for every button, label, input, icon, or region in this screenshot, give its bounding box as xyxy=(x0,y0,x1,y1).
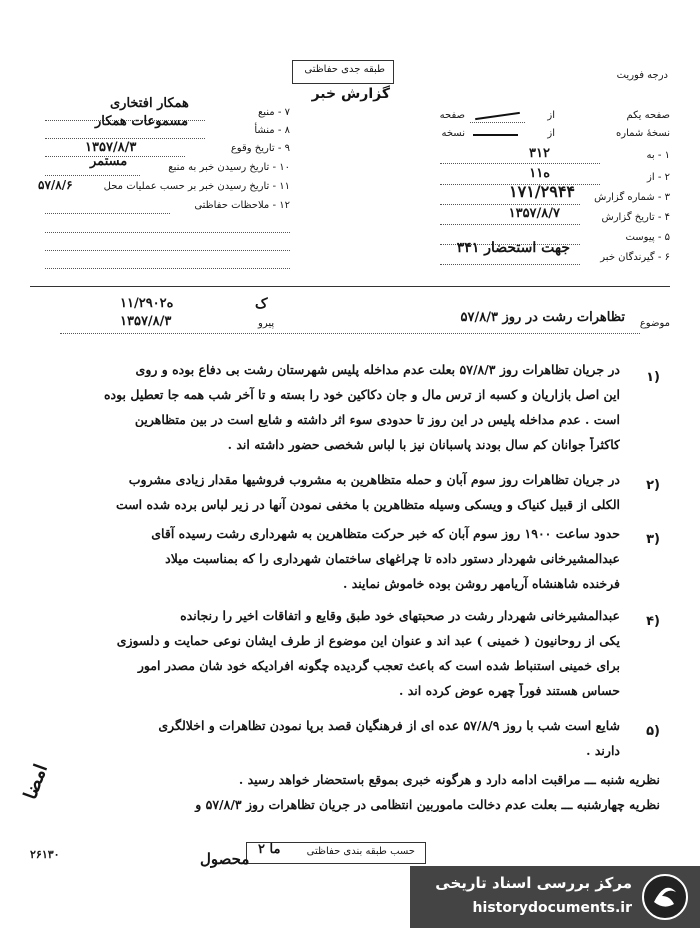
copy-number-label: نسخهٔ شماره xyxy=(616,128,670,139)
field-8-line xyxy=(45,138,205,139)
signature: امضا xyxy=(20,761,52,803)
report-number-line xyxy=(440,204,580,205)
para-3-line-2: عبدالمشیرخانی شهردار دستور داده تا چراغهای ساختمان شهرداری را که بمناسبت میلاد xyxy=(165,551,620,566)
ref-date: ۱۳۵۷/۸/۳ xyxy=(120,314,172,329)
field-10: ۱۰ - تاریخ رسیدن خبر به منبع xyxy=(168,162,290,173)
page-count-line xyxy=(470,122,525,123)
ref-number: ۱ه۱/۲۹۰۲ xyxy=(120,296,174,311)
archive-logo-banner xyxy=(410,866,700,928)
copy-count-mark xyxy=(473,134,518,136)
para-5-line-2: دارند . xyxy=(586,743,620,758)
field-to-line xyxy=(440,163,600,164)
page-one-label: صفحه یکم xyxy=(626,110,670,121)
report-number-value: ۱۷۱/۲۹۴۴ xyxy=(509,182,575,201)
para-4-line-3: برای خمینی استنباط شده است که باعث تعجب گردیده چگونه افرادیکه خود شان مصدر امور xyxy=(137,658,620,673)
report-title: گزارش خبر xyxy=(311,86,390,102)
recipients-line xyxy=(440,264,580,265)
para-2-line-2: الکلی از قبیل کنیاک و ویسکی وسیله متظاهرین با مخفی نمودن آنها در زیر لباس برده شده است xyxy=(115,497,620,512)
para-1-line-1: در جریان تظاهرات روز ۵۷/۸/۳ بعلت عدم مداخله پلیس شهرستان رشت بی دفاع بوده و روی xyxy=(135,362,620,377)
para-4-line-4: حساس هستند فوراً چهره عوض کرده اند . xyxy=(399,683,620,698)
field-8: ۸ - منشأ xyxy=(254,125,290,136)
report-number-label: ۳ - شماره گزارش xyxy=(594,192,670,203)
para-4-number: ۴) xyxy=(646,614,660,629)
margin-code: ۲۶۱۳۰ xyxy=(30,848,60,861)
para-3-line-1: حدود ساعت ۱۹۰۰ روز سوم آبان که خبر حرکت متظاهرین به شهرداری رشت رسیده آقای xyxy=(151,526,620,541)
recipients-label: ۶ - گیرندگان خبر xyxy=(600,252,670,263)
ref-mark: ک xyxy=(255,296,268,312)
para-2-number: ۲) xyxy=(646,478,660,493)
field-to: ۱ - به xyxy=(646,150,670,161)
field-9-value: ۱۳۵۷/۸/۳ xyxy=(85,140,137,155)
field-7-value: همکار افتخاری xyxy=(110,96,189,111)
field-from-value: ۱ه۱ xyxy=(529,166,550,181)
report-date-line xyxy=(440,224,580,225)
page-word: صفحه xyxy=(439,110,465,121)
field-10-value: مستمر xyxy=(90,154,128,169)
archive-name: مرکز بررسی اسناد تاریخی xyxy=(435,874,632,892)
subject-top-rule xyxy=(30,286,670,287)
para-3-number: ۳) xyxy=(646,532,660,547)
note-wednesday: نظریه چهارشنبه ـــ بعلت عدم دخالت ماموربین انتظامی در جریان تظاهرات روز ۵۷/۸/۳ و xyxy=(195,797,660,812)
field-12-line-3 xyxy=(45,250,290,251)
field-12-line-1 xyxy=(45,213,170,214)
para-1-number: ۱) xyxy=(646,370,660,385)
attachment-label: ۵ - پیوست xyxy=(625,232,670,243)
report-date-value: ۱۳۵۷/۸/۷ xyxy=(508,206,560,221)
para-2-line-1: در جریان تظاهرات روز سوم آبان و حمله متظاهرین به مشروب فروشیها مقدار زیادی مشروب xyxy=(128,472,620,487)
para-5-line-1: شایع است شب با روز ۵۷/۸/۹ عده ای از فرهنگیان قصد برپا نمودن تظاهرات و اخلالگری xyxy=(158,718,620,733)
para-1-line-2: این اصل بازاریان و کسبه از ترس مال و جان دکاکین خود را بسته و تا آخر شب همه جا تعطیل بوده xyxy=(103,387,620,402)
field-12-line-2 xyxy=(45,232,290,233)
peyro-label: پیرو xyxy=(258,318,275,329)
field-12-line-4 xyxy=(45,268,290,269)
subject-label: موضوع xyxy=(639,318,670,329)
field-from: ۲ - از xyxy=(647,172,670,183)
para-1-line-4: کاکثراً جوانان کم سال بودند پاسبانان نیز با لباس شخصی حضور داشته اند . xyxy=(227,437,620,452)
field-9: ۹ - تاریخ وقوع xyxy=(230,143,290,154)
copy-word: نسخه xyxy=(441,128,465,139)
archive-url[interactable]: historydocuments.ir xyxy=(472,900,632,916)
copy-from-label: از xyxy=(547,128,555,139)
field-10-line xyxy=(45,175,140,176)
classification-stamp-mark: ما ۲ xyxy=(258,842,281,857)
recipients-value: ۳۴۱ جهت استحضار xyxy=(456,240,570,256)
subject-value: تظاهرات رشت در روز ۵۷/۸/۳ xyxy=(460,310,625,325)
para-5-number: ۵) xyxy=(646,724,660,739)
note-saturday: نظریه شنبه ـــ مراقبت ادامه دارد و هرگونه خبری بموقع باستحضار خواهد رسید . xyxy=(238,772,660,787)
report-date-label: ۴ - تاریخ گزارش xyxy=(601,212,670,223)
archive-emblem-icon xyxy=(640,872,690,922)
para-4-line-2: یکی از روحانیون ( خمینی ) عبد اند و عنوان این موضوع از طرف ایشان نوعی حمایت و دلسوزی xyxy=(116,633,620,648)
page-from-label: از xyxy=(547,110,555,121)
field-12: ۱۲ - ملاحظات حفاظتی xyxy=(194,200,290,211)
security-class-label: طبقه جدی حفاظتی xyxy=(304,64,385,75)
field-to-value: ۳۱۲ xyxy=(529,146,550,161)
priority-label: درجه فوریت xyxy=(616,70,668,81)
para-4-line-1: عبدالمشیرخانی شهردار رشت در صحبتهای خود طبق وقایع و اتفاقات اخیر را رنجانده xyxy=(180,608,620,623)
page-count-mark xyxy=(475,112,520,120)
para-1-line-3: است . عدم مداخله پلیس در این روز تا حدودی سوء اثر داشته و شایع است در بین متظاهرین xyxy=(134,412,620,427)
field-11: ۱۱ - تاریخ رسیدن خبر بر حسب عملیات محل xyxy=(103,181,290,192)
para-3-line-3: فرخنده شاهنشاه آریامهر روشن بوده خاموش نمایند . xyxy=(343,576,620,591)
field-7: ۷ - منبع xyxy=(257,107,290,118)
subject-underline xyxy=(60,333,640,334)
field-8-value: مسموعات همکار xyxy=(95,114,189,129)
classification-stamp-text: حسب طبقه بندی حفاظتی xyxy=(306,846,415,857)
footer-handwritten-word: محصول xyxy=(200,850,250,868)
field-11-value: ۵۷/۸/۶ xyxy=(38,178,73,192)
